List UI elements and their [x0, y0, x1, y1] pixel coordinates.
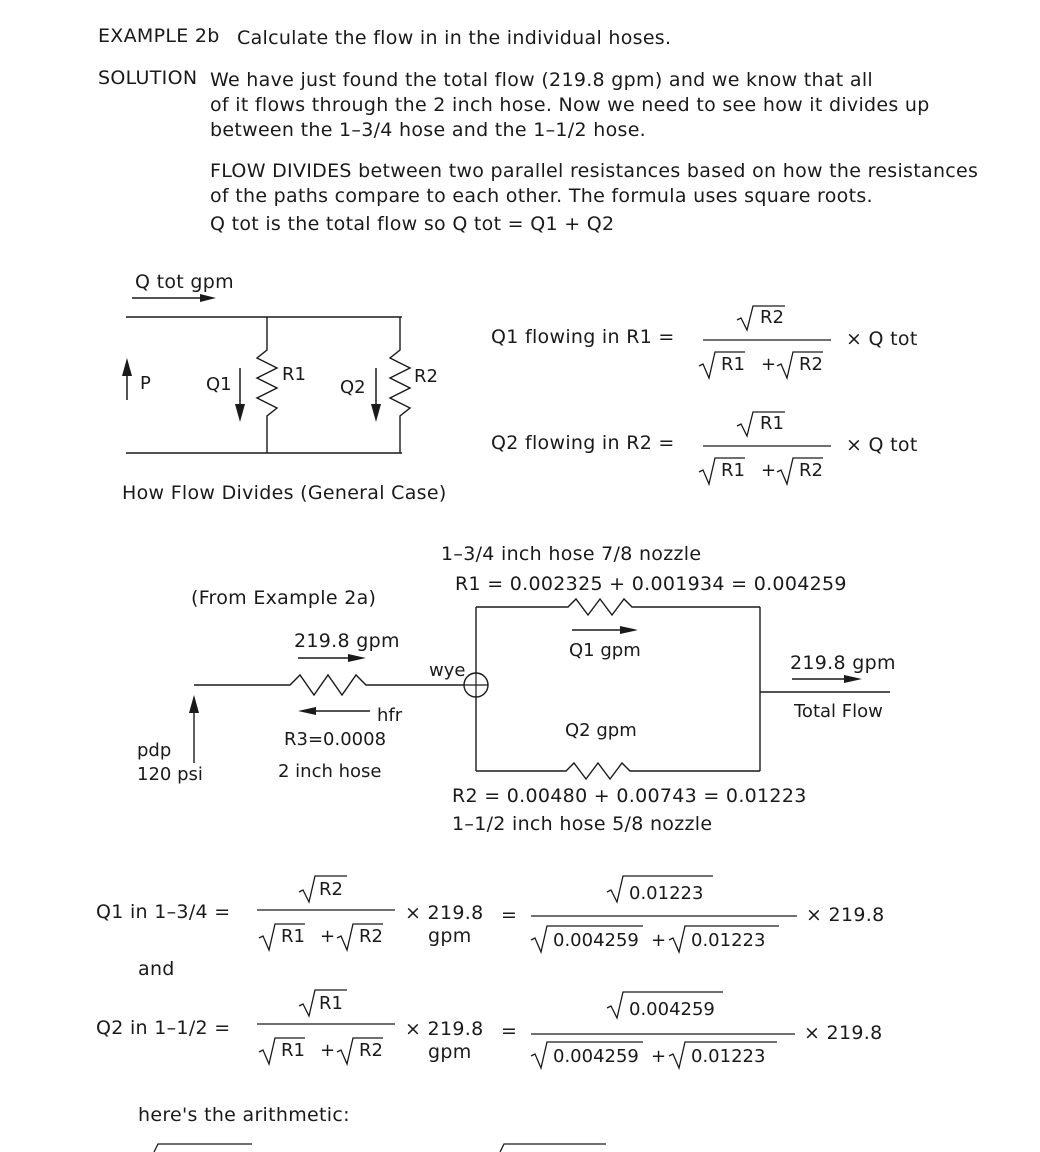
q2-calc-times2: × 219.8: [804, 1022, 883, 1044]
q1-arrowhead: [235, 404, 245, 422]
formula1-den-r2: R2: [799, 354, 823, 375]
q1-calc-lhs: Q1 in 1–3/4 =: [96, 901, 231, 923]
r1-label: R1: [282, 364, 306, 385]
hfr-arrowhead: [298, 707, 316, 715]
formula2-numerator: R1: [760, 413, 784, 434]
r3-label: R3=0.0008: [284, 729, 387, 750]
q2-label: Q2: [340, 377, 366, 398]
q1-calc-den-v1: 0.004259: [553, 930, 639, 951]
solution-p1-line3: between the 1–3/4 hose and the 1–1/2 hose.: [210, 119, 647, 141]
cutoff-sqrt-right: [500, 1144, 606, 1152]
q1-calc-times2: × 219.8: [806, 904, 885, 926]
qtot-label: Q tot gpm: [135, 271, 234, 293]
formula1-numerator: R2: [760, 307, 784, 328]
r1-resistor: [257, 317, 277, 453]
q1-gpm-label: Q1 gpm: [569, 640, 641, 661]
q1-calc-den-r1: R1: [281, 926, 305, 947]
r2-resistor: [390, 317, 410, 453]
q1-calc-den-plus-val: +: [651, 930, 667, 951]
formula2-times: × Q tot: [846, 434, 918, 456]
q2-calc-times: × 219.8: [405, 1018, 484, 1040]
arithmetic-label: here's the arithmetic:: [138, 1104, 350, 1126]
r2-label: R2: [414, 366, 438, 387]
general-caption: How Flow Divides (General Case): [122, 482, 447, 504]
q2-calc-eq: =: [501, 1020, 518, 1042]
q1-calc-gpm: gpm: [428, 925, 472, 947]
outlet-flow-arrowhead: [844, 675, 862, 683]
q2-gpm-label: Q2 gpm: [565, 720, 637, 741]
formula2-den-plus: +: [761, 460, 777, 481]
formula1-times: × Q tot: [846, 328, 918, 350]
q2-calc-lhs: Q2 in 1–1/2 =: [96, 1017, 231, 1039]
general-circuit-diagram: [100, 290, 440, 460]
hose-network-diagram: [180, 595, 900, 785]
formula1-lhs: Q1 flowing in R1 =: [491, 326, 675, 348]
solution-p2-line2: of the paths compare to each other. The formula uses square roots.: [210, 185, 873, 207]
solution-p1-line2: of it flows through the 2 inch hose. Now we need to see how it divides up: [210, 94, 930, 116]
q1-calc-den-r2: R2: [359, 926, 383, 947]
psi-label: 120 psi: [137, 764, 203, 785]
formula1-den-r1: R1: [721, 354, 745, 375]
example-question: Calculate the flow in in the individual hoses.: [237, 27, 672, 49]
q2-calc-den-r2: R2: [359, 1040, 383, 1061]
formula2-den-r2: R2: [799, 460, 823, 481]
calc-fractions: [255, 870, 815, 1070]
hose3-desc: 1–1/2 inch hose 5/8 nozzle: [452, 813, 713, 835]
q2-arrowhead: [371, 404, 381, 422]
q2-calc-den-r1: R1: [281, 1040, 305, 1061]
q1-calc-den-v2: 0.01223: [691, 930, 766, 951]
q1-calc-num: R2: [319, 879, 343, 900]
hose2-label: 2 inch hose: [278, 761, 382, 782]
solution-p3: Q tot is the total flow so Q tot = Q1 + Q2: [210, 213, 615, 235]
hose1-desc: 1–3/4 inch hose 7/8 nozzle: [441, 543, 702, 565]
inlet-flow-label: 219.8 gpm: [294, 630, 400, 652]
r1-branch: [476, 599, 760, 615]
q2-calc-den-v1: 0.004259: [553, 1046, 639, 1067]
hfr-label: hfr: [377, 705, 403, 726]
example-heading: EXAMPLE 2b: [98, 25, 220, 47]
outlet-flow-label: 219.8 gpm: [790, 652, 896, 674]
q2-calc-num: R1: [319, 993, 343, 1014]
formula1-den-plus: +: [761, 354, 777, 375]
q2-calc-gpm: gpm: [428, 1041, 472, 1063]
q1-calc-times: × 219.8: [405, 902, 484, 924]
r2-equation: R2 = 0.00480 + 0.00743 = 0.01223: [452, 785, 807, 807]
r3-resistor: [194, 675, 464, 695]
q2-calc-den-v2: 0.01223: [691, 1046, 766, 1067]
solution-p1-line1: We have just found the total flow (219.8 gpm) and we know that all: [210, 69, 873, 91]
cutoff-radicals: [140, 1140, 620, 1152]
p-label: P: [140, 373, 151, 394]
from-example-2a: (From Example 2a): [191, 587, 377, 609]
solution-p2-line1: FLOW DIVIDES between two parallel resistances based on how the resistances: [210, 160, 979, 182]
pdp-label: pdp: [137, 740, 172, 761]
and-label: and: [138, 958, 175, 980]
wye-label: wye: [429, 660, 466, 681]
q1-flow-arrowhead: [620, 626, 638, 634]
pdp-arrowhead: [189, 695, 199, 713]
total-flow-label: Total Flow: [794, 701, 883, 722]
p-arrowhead: [122, 358, 132, 376]
r2-branch: [476, 763, 760, 779]
q1-calc-eq: =: [501, 904, 518, 926]
inlet-flow-arrowhead: [348, 654, 366, 662]
cutoff-sqrt-left: [154, 1144, 252, 1152]
q1-label: Q1: [206, 374, 232, 395]
q2-calc-den-plus-val: +: [651, 1046, 667, 1067]
r1-equation: R1 = 0.002325 + 0.001934 = 0.004259: [455, 573, 847, 595]
qtot-arrowhead: [200, 294, 216, 302]
q1-calc-num-val: 0.01223: [629, 883, 704, 904]
q2-calc-den-plus: +: [320, 1040, 336, 1061]
q2-calc-num-val: 0.004259: [629, 999, 715, 1020]
q1-calc-den-plus: +: [320, 926, 336, 947]
formula2-den-r1: R1: [721, 460, 745, 481]
formula2-lhs: Q2 flowing in R2 =: [491, 432, 675, 454]
solution-label: SOLUTION: [98, 67, 198, 89]
